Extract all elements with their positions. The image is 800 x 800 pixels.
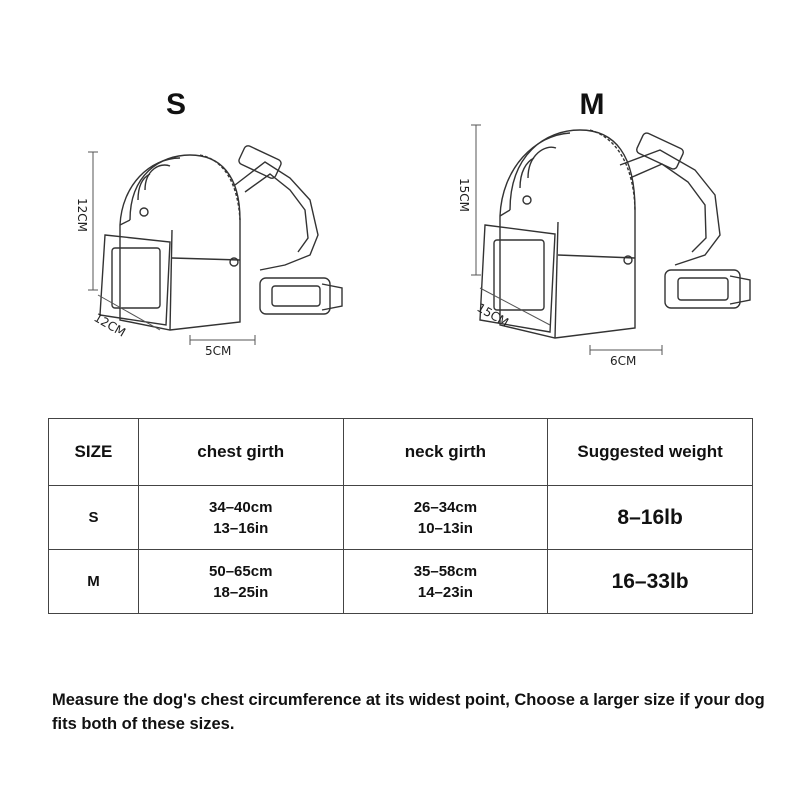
dim-m-height: 15CM bbox=[457, 178, 471, 213]
dim-s-height: 12CM bbox=[75, 198, 89, 233]
neck-in: 14–23in bbox=[417, 583, 473, 601]
header-size: SIZE bbox=[49, 419, 139, 486]
chest-cm: 50–65cm bbox=[209, 562, 273, 580]
measurement-note: Measure the dog's chest circumference at its widest point, Choose a larger size if your dog fits both of these sizes. bbox=[52, 691, 765, 733]
cell-chest-girth bbox=[138, 486, 343, 550]
chest-cm: 34–40cm bbox=[209, 498, 273, 516]
cell-neck-girth bbox=[343, 486, 548, 550]
header-suggested-weight: Suggested weight bbox=[548, 419, 753, 486]
cell-size: M bbox=[49, 550, 139, 614]
backpack-s-illustration bbox=[60, 130, 400, 370]
header-chest-girth: chest girth bbox=[138, 419, 343, 486]
chest-in: 13–16in bbox=[213, 519, 269, 537]
cell-weight: 8–16lb bbox=[548, 486, 753, 550]
dim-m-width: 6CM bbox=[610, 354, 637, 368]
size-chart-table bbox=[48, 418, 753, 614]
neck-in: 10–13in bbox=[417, 519, 473, 537]
cell-weight: 16–33lb bbox=[548, 550, 753, 614]
neck-cm: 26–34cm bbox=[413, 498, 478, 516]
backpack-m-drawing bbox=[440, 110, 780, 370]
size-label-s: S bbox=[165, 88, 186, 121]
cell-size: S bbox=[49, 486, 139, 550]
cell-chest-girth bbox=[138, 550, 343, 614]
table-header-row bbox=[49, 419, 753, 486]
dim-m-length: 15CM bbox=[474, 300, 511, 330]
header-neck-girth: neck girth bbox=[343, 419, 548, 486]
cell-neck-girth bbox=[343, 550, 548, 614]
dim-s-length: 12CM bbox=[91, 310, 128, 340]
size-label-m: M bbox=[579, 88, 605, 121]
chest-in: 18–25in bbox=[213, 583, 269, 601]
backpack-m-illustration bbox=[440, 110, 780, 370]
table-row bbox=[49, 486, 753, 550]
dim-s-width: 5CM bbox=[205, 344, 232, 358]
neck-cm: 35–58cm bbox=[413, 562, 478, 580]
table-row bbox=[49, 550, 753, 614]
backpack-s-drawing bbox=[60, 130, 400, 370]
